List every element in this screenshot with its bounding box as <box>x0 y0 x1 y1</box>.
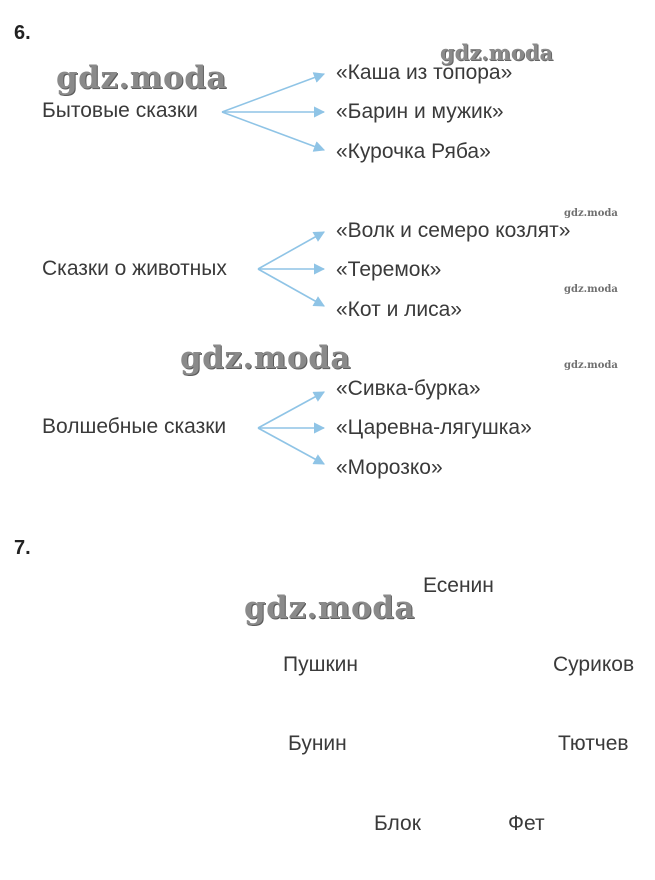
tale-item: «Курочка Ряба» <box>336 140 491 163</box>
tale-item: «Кот и лиса» <box>336 298 462 321</box>
watermark: gdz.moda <box>440 40 554 65</box>
category-animal-tales: Сказки о животных <box>42 257 227 280</box>
tale-item: «Сивка-бурка» <box>336 377 481 400</box>
arrow <box>258 428 324 464</box>
arrow <box>258 269 324 306</box>
author-name: Блок <box>374 812 421 835</box>
arrow <box>258 392 324 428</box>
arrow <box>222 74 324 112</box>
category-everyday-tales: Бытовые сказки <box>42 99 198 122</box>
author-name: Суриков <box>553 653 635 676</box>
author-name: Тютчев <box>558 732 629 755</box>
author-name: Есенин <box>423 574 494 597</box>
tale-item: «Каша из топора» <box>336 61 513 84</box>
watermark: gdz.moda <box>564 360 618 371</box>
tale-item: «Царевна-лягушка» <box>336 416 532 439</box>
author-name: Бунин <box>288 732 347 755</box>
arrow <box>258 232 324 269</box>
watermark: gdz.moda <box>180 340 351 376</box>
watermark: gdz.moda <box>564 208 618 219</box>
author-name: Фет <box>508 812 545 835</box>
watermark: gdz.moda <box>56 60 227 96</box>
task-6-number: 6. <box>14 22 31 44</box>
watermark: gdz.moda <box>564 284 618 295</box>
tale-item: «Морозко» <box>336 456 443 479</box>
author-name: Пушкин <box>283 653 358 676</box>
category-magic-tales: Волшебные сказки <box>42 415 227 438</box>
arrow <box>222 112 324 150</box>
task-7-number: 7. <box>14 537 31 559</box>
tale-item: «Волк и семеро козлят» <box>336 219 571 242</box>
watermark: gdz.moda <box>244 590 415 626</box>
tale-item: «Барин и мужик» <box>336 100 504 123</box>
tale-item: «Теремок» <box>336 258 442 281</box>
